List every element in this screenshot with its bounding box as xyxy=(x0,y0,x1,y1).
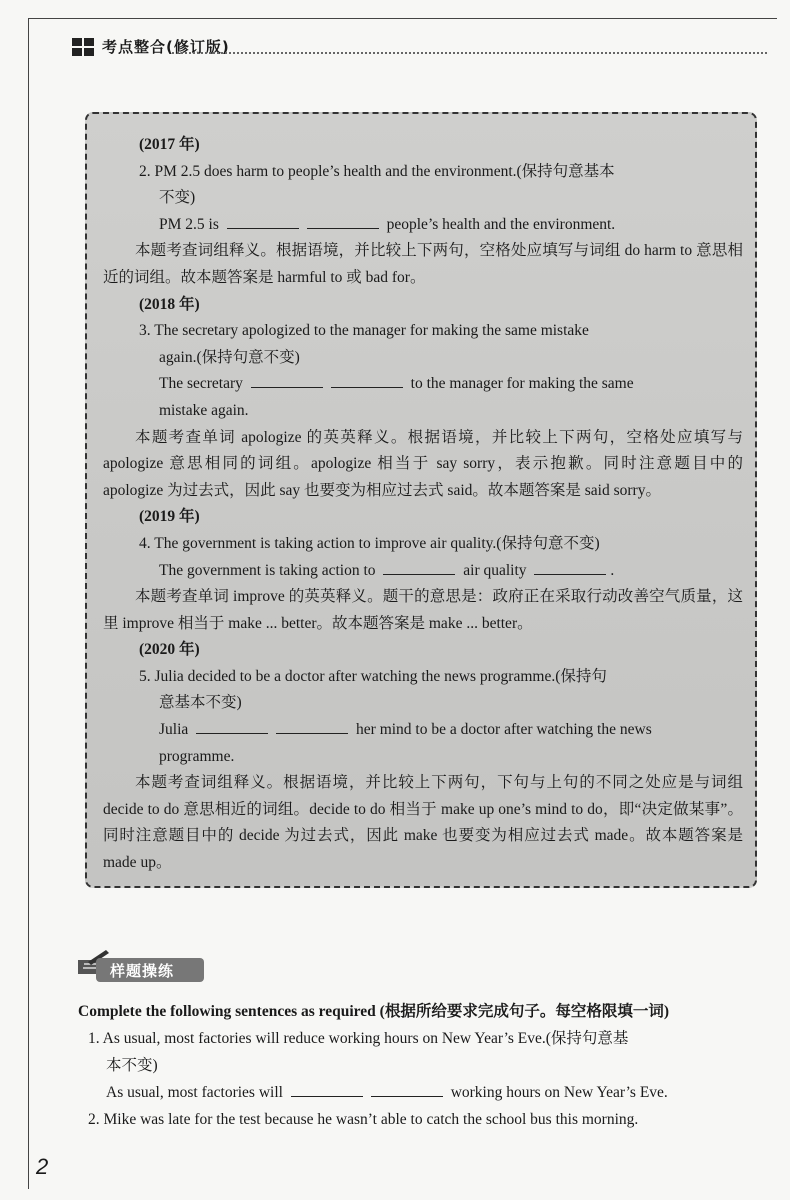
answer-blank xyxy=(534,560,606,575)
practice-question-cont: 本不变) xyxy=(106,1057,158,1074)
fill-line xyxy=(103,717,743,744)
year-label: (2019 年) xyxy=(139,508,200,526)
fill-line xyxy=(103,558,743,585)
year-label: (2017 年) xyxy=(139,136,200,153)
answer-blank xyxy=(227,214,299,229)
practice-question: 2. Mike was late for the test because he wasn’t able to catch the school bus this morning. xyxy=(88,1111,639,1128)
practice-instruction: Complete the following sentences as required (根据所给要求完成句子。每空格限填一词) xyxy=(78,1003,669,1020)
fill-cont: mistake again. xyxy=(159,401,249,419)
header-title: 考点整合(修订版) xyxy=(102,38,230,56)
fill-cont: programme. xyxy=(159,747,235,765)
explanation-text: 本题考查单词 improve 的英英释义。题干的意思是：政府正在采取行动改善空气质量，这里 improve 相当于 make ... better。故本题答案是 make ... better。 xyxy=(103,588,743,632)
fill-line xyxy=(103,371,743,398)
practice-fill-line xyxy=(78,1079,778,1106)
answer-blank xyxy=(371,1082,443,1097)
badge-label: 样题操练 xyxy=(110,962,175,980)
answer-blank xyxy=(307,214,379,229)
fill-prefix: As usual, most factories will xyxy=(106,1084,283,1101)
question-text: 3. The secretary apologized to the manager for making the same mistake xyxy=(139,322,589,340)
fill-suffix: her mind to be a doctor after watching the news xyxy=(356,721,652,739)
question-cont: 意基本不变) xyxy=(159,694,242,712)
explanation-text: 本题考查单词 apologize 的英英释义。根据语境，并比较上下两句，空格处应填写与 apologize 意思相同的词组。apologize 相当于 say sorry，表示抱歉。同时注意题目中的 apologize 为过去式，因此 say 也要变为相应过去式 said。故本题答案是 said sorry。 xyxy=(103,428,743,499)
header-dotted-rule xyxy=(172,52,767,54)
fill-suffix: . xyxy=(610,561,615,579)
fill-prefix: Julia xyxy=(159,721,189,739)
fill-line xyxy=(103,212,743,239)
example-content xyxy=(103,132,743,877)
page-number: 2 xyxy=(36,1154,49,1179)
fill-suffix: people’s health and the environment. xyxy=(386,215,616,233)
practice-question: 1. As usual, most factories will reduce working hours on New Year’s Eve.(保持句意基 xyxy=(88,1030,629,1047)
fill-suffix: to the manager for making the same xyxy=(410,375,634,393)
answer-blank xyxy=(383,560,455,575)
year-label: (2020 年) xyxy=(139,641,200,659)
fill-prefix: The secretary xyxy=(159,375,243,393)
practice-badge xyxy=(78,944,208,984)
answer-blank xyxy=(276,719,348,734)
explanation-text: 本题考查词组释义。根据语境，并比较上下两句，空格处应填写与词组 do harm to 意思相近的词组。故本题答案是 harmful to 或 bad for。 xyxy=(103,242,743,286)
explanation-text: 本题考查词组释义。根据语境，并比较上下两句，下句与上句的不同之处应是与词组 decide to do 意思相近的词组。decide to do 相当于 make up one’s mind to do，即“决定做某事”。同时注意题目中的 decide 为过去式，因此 make 也要变为相应过去式 made。故本题答案是 made up。 xyxy=(103,774,743,872)
fill-prefix: The government is taking action to xyxy=(159,561,376,579)
answer-blank xyxy=(251,373,323,388)
fill-prefix: PM 2.5 is xyxy=(159,215,219,233)
fill-suffix: working hours on New Year’s Eve. xyxy=(450,1084,668,1101)
answer-blank xyxy=(196,719,268,734)
answer-blank xyxy=(331,373,403,388)
question-cont: 不变) xyxy=(159,189,196,207)
question-text: 2. PM 2.5 does harm to people’s health and the environment.(保持句意基本 xyxy=(139,162,615,180)
answer-blank xyxy=(291,1082,363,1097)
page-header xyxy=(72,36,772,64)
question-cont: again.(保持句意不变) xyxy=(159,348,300,366)
year-label: (2018 年) xyxy=(139,295,200,313)
header-squares-icon xyxy=(72,38,96,58)
practice-section xyxy=(78,998,778,1133)
question-text: 4. The government is taking action to improve air quality.(保持句意不变) xyxy=(139,534,600,552)
question-text: 5. Julia decided to be a doctor after watching the news programme.(保持句 xyxy=(139,667,607,685)
fill-mid: air quality xyxy=(463,561,527,579)
example-box xyxy=(85,112,757,888)
